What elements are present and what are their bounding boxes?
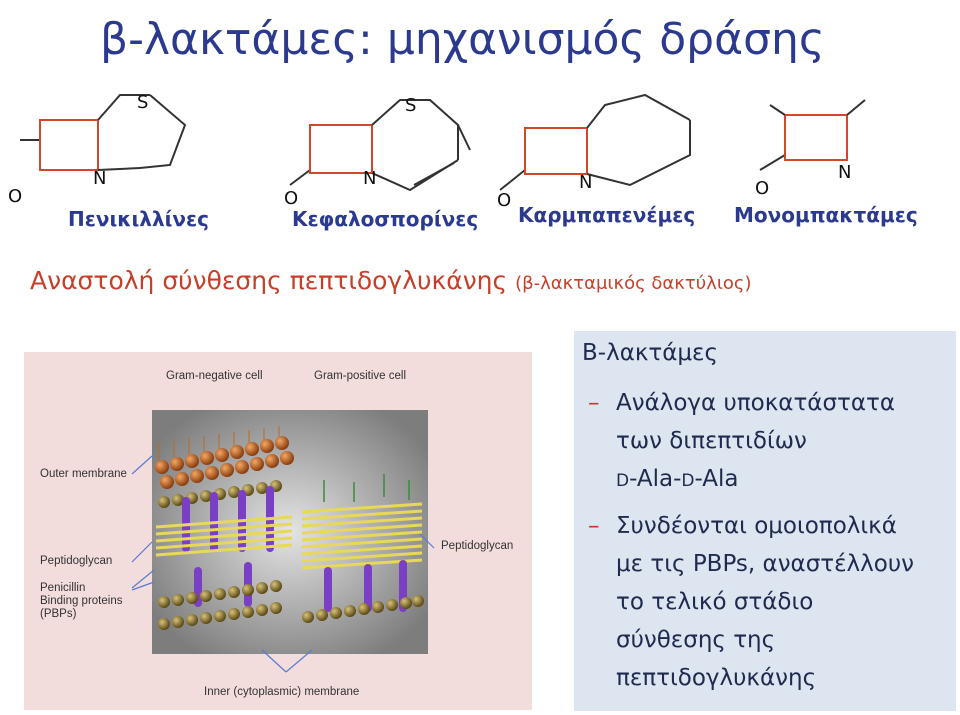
- cell-wall-figure: [24, 352, 532, 710]
- bullet-covalent: [590, 507, 914, 697]
- peptidoglycan-right-label: Peptidoglycan: [441, 540, 514, 552]
- bullet2-line4: σύνθεσης της: [616, 627, 776, 653]
- bullet2-line2: με τις PBPs, αναστέλλουν: [616, 551, 915, 577]
- atom-o-penicillin: O: [8, 186, 23, 207]
- bullet1-line3: [616, 460, 895, 500]
- carbapenems-label: Καρμπαπενέμες: [518, 203, 696, 227]
- monobactams-label: Μονομπακτάμες: [734, 203, 918, 227]
- subtitle-paren: (β-λακταμικός δακτύλιος): [515, 273, 752, 294]
- cephalosporins-label: Κεφαλοσπορίνες: [292, 207, 479, 231]
- pbp-line1: Penicillin: [40, 582, 86, 594]
- bullet2-line1: Συνδέονται ομοιοπολικά: [616, 513, 897, 539]
- d-prefix-2: D: [681, 471, 695, 491]
- penicillin-structure: [20, 95, 185, 170]
- summary-heading: Β-λακτάμες: [582, 340, 718, 366]
- inner-membrane-label: Inner (cytoplasmic) membrane: [204, 686, 360, 698]
- outer-membrane-label: Outer membrane: [40, 468, 127, 480]
- penicillins-label: Πενικιλλίνες: [68, 207, 210, 231]
- bullet1-line2: των διπεπτιδίων: [616, 428, 807, 454]
- atom-s-penicillin: S: [137, 92, 149, 113]
- slide-title: β-λακτάμες: μηχανισμός δράσης: [100, 14, 825, 65]
- gram-negative-label: Gram-negative cell: [166, 370, 263, 382]
- monobactam-structure: [760, 100, 865, 170]
- atom-o-cephalosporin: O: [284, 188, 299, 209]
- ala-2: -Ala: [694, 466, 739, 492]
- pbp-line3: (PBPs): [40, 608, 77, 620]
- bullet1-line1: Ανάλογα υποκατάστατα: [616, 390, 896, 416]
- atom-n-monobactam: N: [838, 162, 852, 183]
- cephalosporin-structure: [290, 100, 470, 190]
- pbp-label: [40, 582, 122, 621]
- cell-wall-illustration: [24, 352, 532, 710]
- atom-o-carbapenem: O: [497, 190, 512, 211]
- ala-1: -Ala-: [629, 466, 682, 492]
- atom-o-monobactam: O: [755, 178, 770, 199]
- peptidoglycan-left-label: Peptidoglycan: [40, 555, 113, 567]
- dash-icon: –: [588, 390, 600, 416]
- subtitle: [30, 266, 752, 295]
- atom-n-carbapenem: N: [579, 172, 593, 193]
- d-prefix-1: D: [616, 471, 630, 491]
- atom-n-cephalosporin: N: [363, 168, 377, 189]
- bullet2-line5: πεπτιδογλυκάνης: [616, 665, 817, 691]
- atom-n-penicillin: N: [93, 168, 107, 189]
- subtitle-main: Αναστολή σύνθεσης πεπτιδογλυκάνης: [30, 266, 508, 295]
- bullet2-line3: το τελικό στάδιο: [616, 589, 814, 615]
- bullet-analogs: [590, 384, 895, 500]
- atom-s-cephalosporin: S: [405, 95, 417, 116]
- pbp-line2: Binding proteins: [40, 595, 123, 607]
- dash-icon: –: [588, 513, 600, 539]
- carbapenem-structure: [500, 95, 690, 190]
- gram-positive-label: Gram-positive cell: [314, 370, 407, 382]
